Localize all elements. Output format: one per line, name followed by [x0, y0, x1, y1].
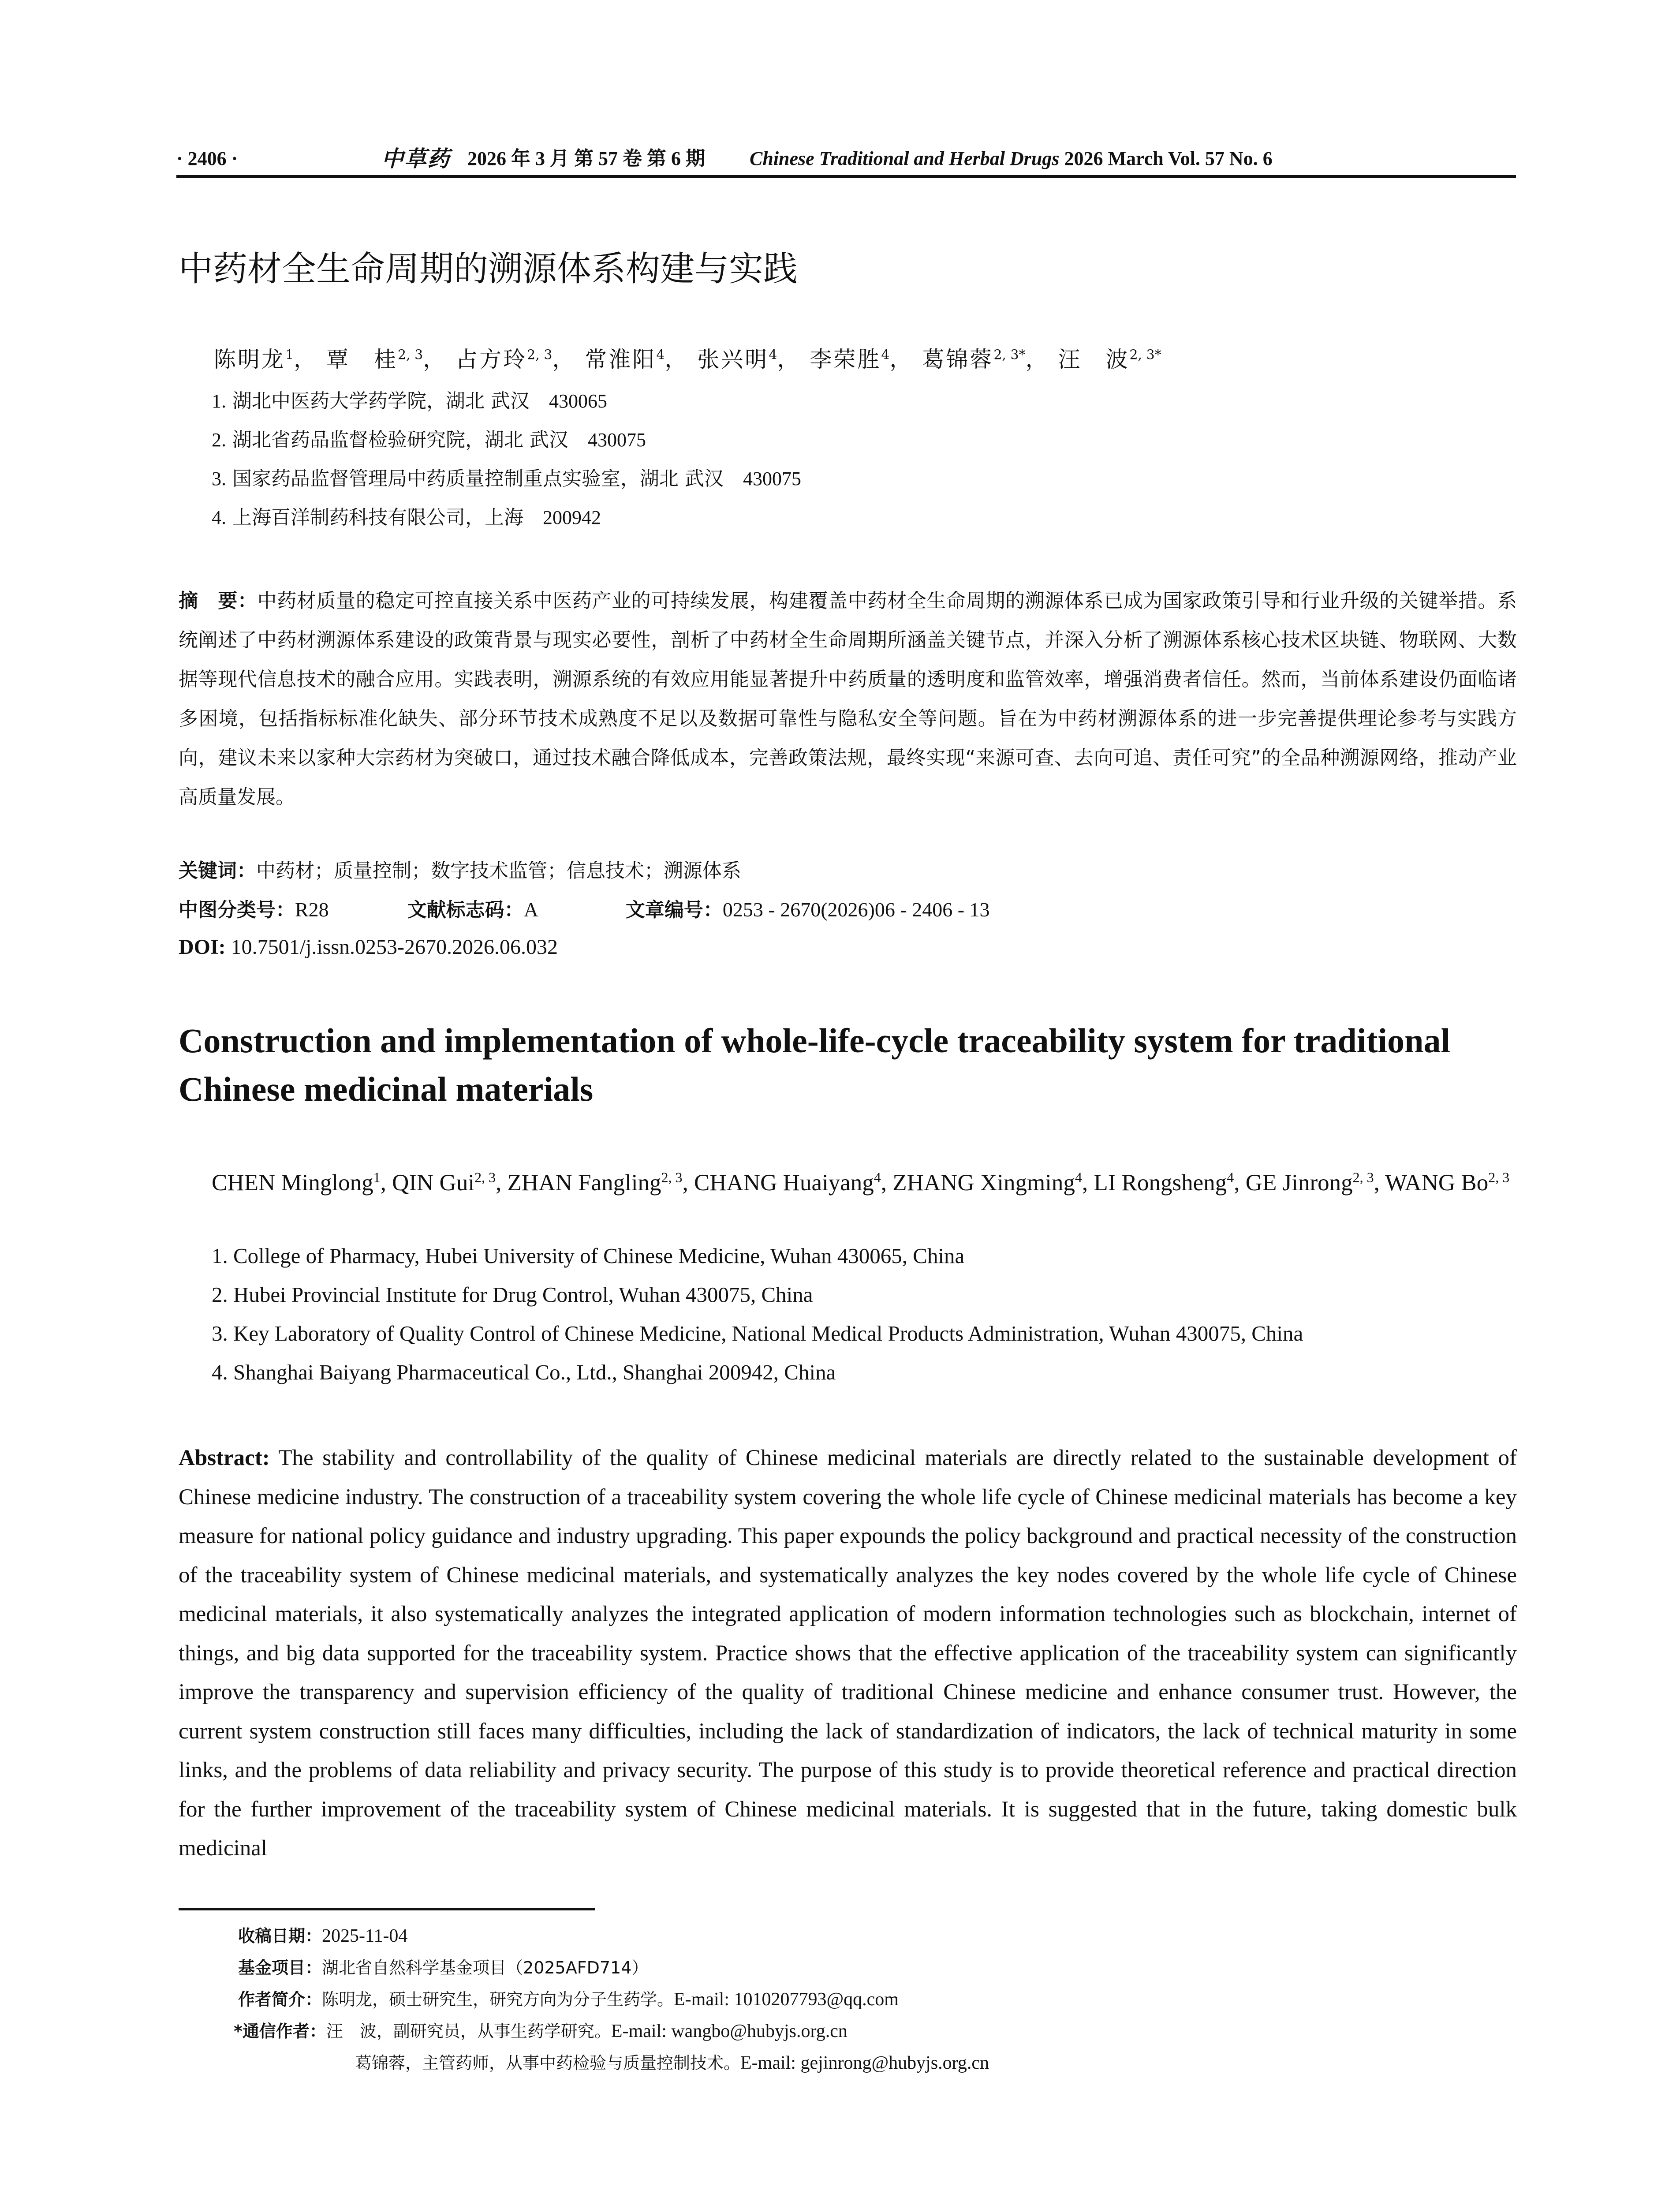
author-cn: 常淮阳$^4$ — [585, 346, 665, 372]
article-title-cn: 中药材全生命周期的溯源体系构建与实践 — [179, 249, 798, 289]
doc-code-value: A — [523, 898, 538, 921]
author-cn: 陈明龙$^1$ — [214, 346, 294, 372]
header-rule — [176, 175, 1516, 178]
journal-logo: 中草药 — [381, 146, 450, 172]
footnote-received: 收稿日期：2025-11-04 — [238, 1926, 408, 1946]
header-journal-en — [750, 146, 1273, 172]
affiliation-cn: 3. 国家药品监督管理局中药质量控制重点实验室，湖北 武汉 430075 — [212, 467, 801, 490]
author-en: CHANG Huaiyang$^4$ — [694, 1169, 881, 1196]
keywords-cn: 关键词：中药材；质量控制；数字技术监管；信息技术；溯源体系 — [179, 860, 741, 882]
abstract-cn — [179, 581, 1517, 817]
article-no-value: 0253 - 2670(2026)06 - 2406 - 13 — [722, 898, 990, 921]
author-email[interactable]: E-mail: 1010207793@qq.com — [674, 1989, 899, 2010]
affiliation-cn: 1. 湖北中医药大学药学院，湖北 武汉 430065 — [212, 390, 607, 412]
author-en: QIN Gui$^{2, 3}$ — [392, 1169, 496, 1196]
author-en: ZHAN Fangling$^{2, 3}$ — [507, 1169, 683, 1196]
author-cn: 汪 波$^{2, 3*}$ — [1058, 346, 1161, 372]
affiliation-cn: 2. 湖北省药品监督检验研究院，湖北 武汉 430075 — [212, 429, 646, 451]
doc-code-label: 文献标志码： — [407, 899, 524, 921]
article-title-en: Construction and implementation of whole-life-cycle traceability system for traditional Chinese medicinal materials — [179, 1021, 1451, 1108]
header-page-number: · 2406 · — [176, 148, 238, 169]
abstract-label-cn: 摘 要： — [179, 590, 258, 612]
abstract-en — [179, 1439, 1517, 1868]
header-issue-en: 2026 March Vol. 57 No. 6 — [1064, 148, 1273, 169]
affiliation-cn: 4. 上海百洋制药科技有限公司，上海 200942 — [212, 506, 601, 529]
affiliation-en: 1. College of Pharmacy, Hubei University of Chinese Medicine, Wuhan 430065, China — [212, 1244, 965, 1268]
clc-value: R28 — [295, 898, 329, 921]
article-no-label: 文章编号： — [625, 899, 723, 921]
classification-line — [179, 897, 990, 923]
author-en: ZHANG Xingming$^4$ — [892, 1169, 1082, 1196]
author-list-cn: 陈明龙$^1$， 覃 桂$^{2, 3}$， 占方玲$^{2, 3}$， 常淮阳$^4$， 张兴明$^4$， 李荣胜$^4$， 葛锦蓉$^{2, 3*}$， 汪 波$^{2, 3*}$ — [214, 346, 1161, 372]
author-cn: 葛锦蓉$^{2, 3*}$ — [922, 346, 1026, 372]
author-cn: 李荣胜$^4$ — [810, 346, 890, 372]
footnote-corresponding-2: 葛锦蓉，主管药师，从事中药检验与质量控制技术。E-mail: gejinrong@hubyjs.org.cn — [355, 2053, 989, 2073]
abstract-text-cn: 中药材质量的稳定可控直接关系中医药产业的可持续发展，构建覆盖中药材全生命周期的溯源体系已成为国家政策引导和行业升级的关键举措。系统阐述了中药材溯源体系建设的政策背景与现实必要性，剖析了中药材全生命周期所涵盖关键节点，并深入分析了溯源体系核心技术区块链、物联网、大数据等现代信息技术的融合应用。实践表明，溯源系统的有效应用能显著提升中药质量的透明度和监管效率，增强消费者信任。然而，当前体系建设仍面临诸多困境，包括指标标准化缺失、部分环节技术成熟度不足以及数据可靠性与隐私安全等问题。旨在为中药材溯源体系的进一步完善提供理论参考与实践方向，建议未来以家种大宗药材为突破口，通过技术融合降低成本，完善政策法规，最终实现“来源可查、去向可追、责任可究”的全品种溯源网络，推动产业高质量发展。 — [179, 590, 1517, 808]
header-issue-cn: 2026 年 3 月 第 57 卷 第 6 期 — [467, 148, 705, 169]
clc-label: 中图分类号： — [179, 899, 295, 921]
doi-value[interactable]: 10.7501/j.issn.0253-2670.2026.06.032 — [231, 935, 558, 959]
corresponding-email[interactable]: E-mail: wangbo@hubyjs.org.cn — [611, 2021, 847, 2041]
footnote-corresponding: *通信作者：汪 波，副研究员，从事生药学研究。E-mail: wangbo@hubyjs.org.cn — [234, 2021, 847, 2041]
abstract-label-en: Abstract: — [179, 1446, 270, 1470]
author-cn: 占方玲$^{2, 3}$ — [455, 346, 553, 372]
affiliation-en: 4. Shanghai Baiyang Pharmaceutical Co., Ltd., Shanghai 200942, China — [212, 1360, 836, 1384]
abstract-text-en: The stability and controllability of the quality of Chinese medicinal materials are directly related to the sustainable development of Chinese medicine industry. The construction of a traceability system covering the whole life cycle of Chinese medicinal materials has become a key measure for national policy guidance and industry upgrading. This paper expounds the policy background and practical necessity of the construction of the traceability system of Chinese medicinal materials, and systematically analyzes the key nodes covered by the whole life cycle of Chinese medicinal materials, it also systematically analyzes the integrated application of modern information technologies such as blockchain, internet of things, and big data supported for the traceability system. Practice shows that the effective application of the traceability system can significantly improve the transparency and supervision efficiency of the quality of traditional Chinese medicine and enhance consumer trust. However, the current system construction still faces many difficulties, including the lack of standardization of indicators, the lack of technical maturity in some links, and the problems of data reliability and privacy security. The purpose of this study is to provide theoretical reference and practical direction for the further improvement of the traceability system of Chinese medicinal materials. It is suggested that in the future, taking domestic bulk medicinal — [179, 1446, 1517, 1861]
affiliation-en: 3. Key Laboratory of Quality Control of Chinese Medicine, National Medical Products Administration, Wuhan 430075, China — [212, 1321, 1303, 1345]
doi-line: DOI: 10.7501/j.issn.0253-2670.2026.06.032 — [179, 935, 558, 959]
author-cn: 覃 桂$^{2, 3}$ — [326, 346, 423, 372]
author-cn: 张兴明$^4$ — [697, 346, 777, 372]
author-list-en: CHEN Minglong$^1$, QIN Gui$^{2, 3}$, ZHAN Fangling$^{2, 3}$, CHANG Huaiyang$^4$, ZHANG Xingming$^4$, LI Rongsheng$^4$, GE Jinrong$^{2, 3}$, WANG Bo$^{2, 3}$ — [212, 1169, 1510, 1196]
corresponding-email[interactable]: E-mail: gejinrong@hubyjs.org.cn — [740, 2053, 989, 2073]
footnote-author-bio: 作者简介：陈明龙，硕士研究生，研究方向为分子生药学。E-mail: 1010207793@qq.com — [238, 1989, 899, 2010]
affiliation-en: 2. Hubei Provincial Institute for Drug Control, Wuhan 430075, China — [212, 1282, 813, 1307]
footnote-rule — [179, 1908, 595, 1910]
author-en: WANG Bo$^{2, 3}$ — [1385, 1169, 1510, 1196]
header-journal-name-en: Chinese Traditional and Herbal Drugs — [750, 148, 1060, 169]
author-en: LI Rongsheng$^4$ — [1094, 1169, 1234, 1196]
footnote-fund: 基金项目：湖北省自然科学基金项目（2025AFD714） — [238, 1958, 649, 1977]
author-en: CHEN Minglong$^1$ — [212, 1169, 381, 1196]
author-en: GE Jinrong$^{2, 3}$ — [1245, 1169, 1374, 1196]
